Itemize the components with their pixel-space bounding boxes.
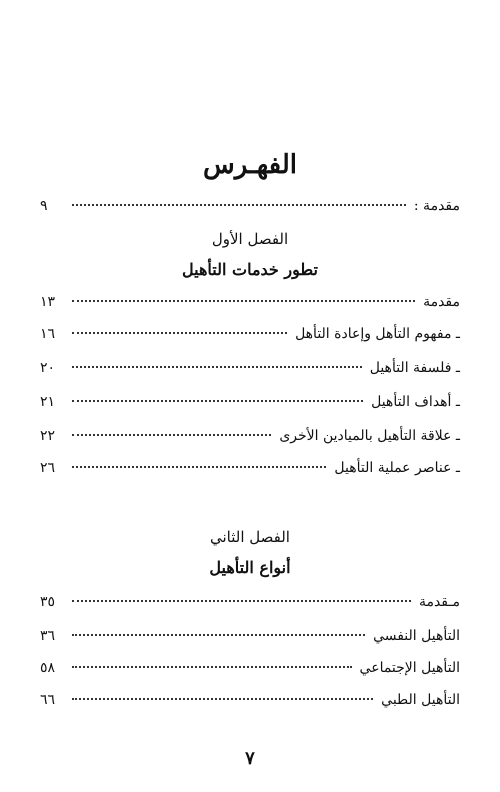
dot-leader bbox=[72, 366, 362, 368]
toc-page-number: ٥٨ bbox=[40, 660, 56, 676]
toc-row bbox=[40, 360, 460, 382]
dot-leader bbox=[72, 666, 352, 668]
dot-leader bbox=[72, 400, 363, 402]
chapter-2-label: الفصل الثاني bbox=[210, 528, 290, 546]
dot-leader bbox=[72, 434, 271, 436]
toc-row bbox=[40, 594, 460, 616]
toc-row bbox=[40, 394, 460, 416]
dot-leader bbox=[72, 466, 326, 468]
dot-leader bbox=[72, 634, 365, 636]
toc-page-number: ٢٢ bbox=[40, 428, 56, 444]
toc-entry-label: التأهيل الطبي bbox=[381, 692, 460, 708]
toc-entry-label: ـ أهداف التأهيل bbox=[371, 394, 460, 410]
toc-entry-label: التأهيل النفسي bbox=[373, 628, 460, 644]
toc-page-number: ٦٦ bbox=[40, 692, 56, 708]
chapter-1-label: الفصل الأول bbox=[211, 230, 289, 248]
toc-row bbox=[40, 692, 460, 714]
toc-row-intro bbox=[40, 198, 460, 220]
toc-entry-label: ـ فلسفة التأهيل bbox=[369, 360, 460, 376]
toc-entry-label: التأهيل الإجتماعي bbox=[359, 660, 460, 676]
page-title: الفهـرس bbox=[203, 150, 297, 180]
toc-page-number: ٢٠ bbox=[40, 360, 56, 376]
toc-row bbox=[40, 294, 460, 316]
toc-row bbox=[40, 628, 460, 650]
dot-leader bbox=[72, 332, 287, 334]
toc-row bbox=[40, 460, 460, 482]
toc-page-number: ١٣ bbox=[40, 294, 56, 310]
toc-entry-label: ـ علاقة التأهيل بالميادين الأخرى bbox=[279, 428, 460, 444]
dot-leader bbox=[72, 204, 406, 206]
page-number: ٧ bbox=[245, 748, 255, 769]
toc-entry-label: مقدمة bbox=[423, 294, 460, 310]
chapter-2-title: أنواع التأهيل bbox=[209, 558, 291, 577]
toc-row bbox=[40, 326, 460, 348]
toc-entry-label: ـ مفهوم التأهل وإعادة التأهل bbox=[295, 326, 460, 342]
toc-page-number: ٣٥ bbox=[40, 594, 56, 610]
toc-page-number: ٩ bbox=[40, 198, 48, 214]
dot-leader bbox=[72, 698, 373, 700]
toc-entry-label: مـقدمة bbox=[418, 594, 460, 610]
toc-entry-label: ـ عناصر عملية التأهيل bbox=[334, 460, 460, 476]
toc-entry-label: مقدمة : bbox=[413, 198, 460, 214]
dot-leader bbox=[72, 300, 415, 302]
dot-leader bbox=[72, 600, 411, 602]
toc-row bbox=[40, 660, 460, 682]
toc-page-number: ٢٦ bbox=[40, 460, 56, 476]
toc-row bbox=[40, 428, 460, 450]
toc-page-number: ٢١ bbox=[40, 394, 56, 410]
toc-page-number: ٣٦ bbox=[40, 628, 56, 644]
chapter-1-title: تطور خدمات التأهيل bbox=[182, 260, 318, 279]
toc-page-number: ١٦ bbox=[40, 326, 56, 342]
